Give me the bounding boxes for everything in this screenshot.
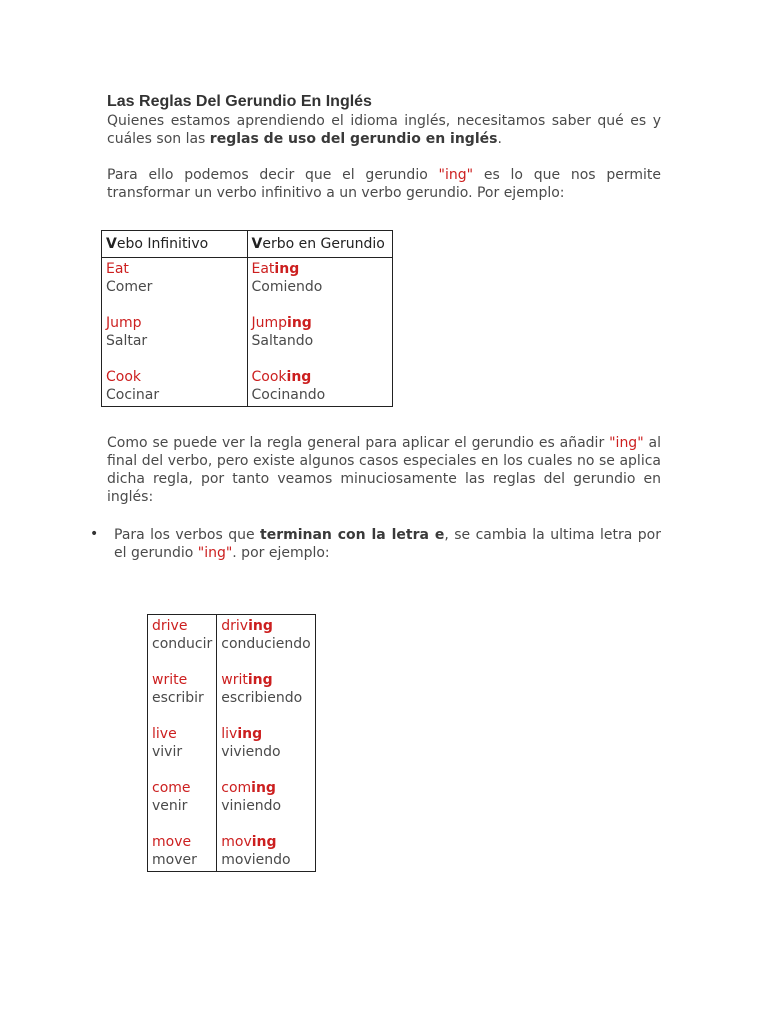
- infinitive-verb: Cook: [106, 369, 142, 385]
- infinitive-meaning: Comer: [106, 279, 153, 295]
- para3-before: Como se puede ver la regla general para aplicar el gerundio es añadir: [107, 435, 610, 451]
- infinitive-meaning: escribir: [152, 690, 204, 706]
- bullet-after: . por ejemplo:: [232, 545, 330, 561]
- infinitive-meaning: vivir: [152, 744, 183, 760]
- infinitive-meaning: venir: [152, 798, 188, 814]
- gerund-pair: [221, 617, 310, 653]
- infinitive-cell: [102, 258, 248, 407]
- bullet-ing-highlight: "ing": [197, 545, 233, 561]
- gerund-pair: [252, 368, 389, 404]
- infinitive-verb: Eat: [106, 261, 129, 277]
- gerund-meaning: escribiendo: [221, 690, 303, 706]
- intro-paragraph: [107, 112, 661, 148]
- verb-pair: [152, 725, 212, 761]
- infinitive-meaning: mover: [152, 852, 197, 868]
- gerund-verb: writing: [221, 672, 273, 688]
- gerund-meaning: Comiendo: [251, 279, 323, 295]
- gerund-verb: Eating: [251, 261, 300, 277]
- para2-after: es lo que nos permite transformar un verbo infinitivo a un verbo gerundio. Por ejemplo:: [107, 167, 661, 201]
- verb-pair: [152, 833, 212, 869]
- gerund-verb: driving: [221, 618, 273, 634]
- gerund-verb: moving: [221, 834, 277, 850]
- verb-pair: [106, 260, 243, 296]
- para2-before: Para ello podemos decir que el gerundio: [107, 167, 439, 183]
- gerund-meaning: conduciendo: [221, 636, 311, 652]
- bullet-marker: •: [90, 526, 99, 542]
- para2-ing-highlight: "ing": [438, 167, 474, 183]
- infinitive-verb: drive: [152, 618, 188, 634]
- infinitive-meaning: conducir: [152, 636, 213, 652]
- infinitive-meaning: Saltar: [106, 333, 148, 349]
- gerund-verb: living: [221, 726, 263, 742]
- gerund-meaning: Cocinando: [251, 387, 326, 403]
- para3-after: al final del verbo, pero existe algunos casos especiales en los cuales no se aplica dicha regla, por tanto veamos minuciosamente las reglas del gerundio en inglés:: [107, 435, 662, 505]
- infinitive-verb: move: [152, 834, 192, 850]
- gerund-verb: Jumping: [251, 315, 312, 331]
- infinitive-verb: write: [152, 672, 188, 688]
- infinitive-verb: come: [152, 780, 191, 796]
- infinitive-verb: live: [152, 726, 177, 742]
- gerund-pair: [221, 725, 310, 761]
- infinitive-verb: Jump: [106, 315, 142, 331]
- rule-paragraph: [107, 434, 661, 506]
- bullet-before: Para los verbos que: [114, 527, 261, 543]
- para3-ing-highlight: "ing": [609, 435, 644, 451]
- gerund-meaning: moviendo: [221, 852, 291, 868]
- gerund-pair: [221, 671, 310, 707]
- e-ending-rule-table: [147, 614, 316, 872]
- gerund-pair: [252, 314, 389, 350]
- verb-pair: [152, 671, 212, 707]
- gerund-pair: [221, 833, 310, 869]
- verb-pair: [106, 314, 243, 350]
- explanation-paragraph: [107, 166, 661, 202]
- gerund-meaning: viniendo: [221, 798, 282, 814]
- infinitive-cell: [148, 615, 217, 872]
- gerund-pair: [252, 260, 389, 296]
- intro-text: Quienes estamos aprendiendo el idioma inglés, necesitamos saber qué es y cuáles son las: [107, 113, 661, 147]
- gerund-pair: [221, 779, 310, 815]
- gerund-verb: Cooking: [251, 369, 312, 385]
- gerund-meaning: Saltando: [251, 333, 314, 349]
- bullet-bold-text: terminan con la letra e: [260, 527, 445, 543]
- header-gerund: Verbo en Gerundio: [247, 231, 393, 258]
- bullet-paragraph: [114, 526, 661, 562]
- bullet-middle: , se cambia la ultima letra por el gerundio: [114, 527, 661, 561]
- intro-end: .: [497, 131, 502, 147]
- page-title: Las Reglas Del Gerundio En Inglés: [107, 93, 372, 110]
- gerund-cell: [247, 258, 393, 407]
- general-rule-table: [101, 230, 393, 407]
- intro-bold-text: reglas de uso del gerundio en inglés: [209, 131, 498, 147]
- gerund-verb: coming: [221, 780, 276, 796]
- header-infinitive: Vebo Infinitivo: [102, 231, 248, 258]
- verb-pair: [152, 617, 212, 653]
- verb-pair: [106, 368, 243, 404]
- gerund-meaning: viviendo: [221, 744, 281, 760]
- gerund-cell: [217, 615, 315, 872]
- infinitive-meaning: Cocinar: [106, 387, 160, 403]
- verb-pair: [152, 779, 212, 815]
